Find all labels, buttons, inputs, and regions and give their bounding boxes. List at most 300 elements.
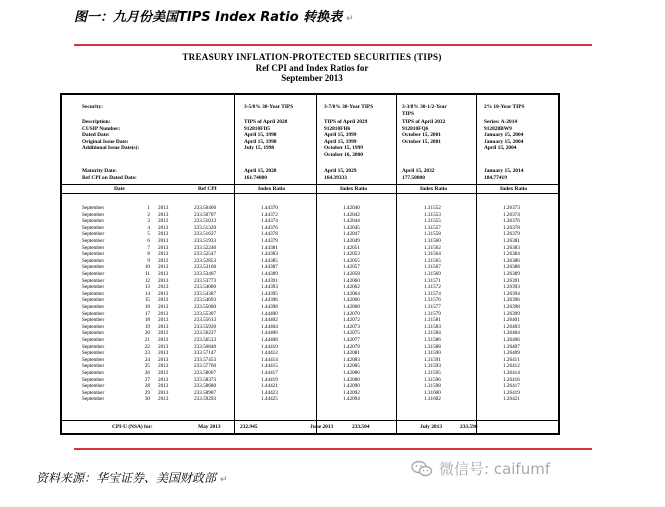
row-index-ratio: 1.31584 — [424, 330, 441, 337]
row-year: 2013 — [158, 370, 169, 376]
figure-title: 图一：九月份美国TIPS Index Ratio 转换表 ↵ — [74, 10, 354, 25]
row-month: September — [82, 337, 105, 343]
row-index-ratio: 1.42075 — [343, 330, 360, 337]
row-index-ratio: 1.26394 — [503, 290, 520, 297]
row-index-ratio: 1.31552 — [424, 205, 441, 211]
row-index-ratio: 1.44379 — [261, 238, 278, 244]
row-index-ratio: 1.42086 — [343, 370, 360, 376]
row-index-ratio: 1.26419 — [503, 389, 520, 396]
row-index-ratio: 1.31579 — [424, 310, 441, 317]
row-index-ratio: 1.44400 — [261, 310, 278, 317]
row-index-ratio: 1.42055 — [343, 257, 360, 264]
meta-label-ref-cpi-dated: Ref CPI on Dated Date: — [82, 174, 137, 181]
row-index-ratio: 1.42081 — [343, 350, 360, 357]
row-index-ratio: 1.26411 — [503, 356, 520, 363]
row-month: September — [82, 251, 105, 258]
row-day: 14 — [144, 290, 150, 297]
header-divider — [60, 184, 560, 185]
row-index-ratio: 1.26393 — [503, 284, 520, 291]
row-index-ratio: 1.44385 — [261, 257, 278, 264]
meta-label-description: Description: — [82, 119, 111, 125]
row-year: 2013 — [158, 205, 169, 211]
row-index-ratio: 1.44387 — [261, 264, 278, 271]
security-detail: TIPS of April 2032 — [402, 119, 446, 125]
column-header-index-ratio: Index Ratio — [258, 186, 286, 192]
row-index-ratio: 1.26401 — [503, 317, 520, 324]
security-detail: TIPS of April 2029 — [324, 119, 368, 125]
row-year: 2013 — [158, 224, 169, 231]
row-month: September — [82, 304, 105, 310]
security-detail: TIPS of April 2028 — [244, 119, 288, 125]
row-day: 28 — [144, 383, 150, 390]
row-year: 2013 — [158, 218, 169, 225]
row-index-ratio: 1.31583 — [424, 323, 441, 330]
row-index-ratio: 1.31596 — [424, 376, 441, 383]
row-index-ratio: 1.31562 — [424, 244, 441, 251]
row-ref-cpi: 233.55000 — [194, 304, 217, 310]
meta-label-dated-date: Dated Date: — [82, 132, 110, 139]
security-ref-cpi-dated: 161.74000 — [244, 174, 267, 181]
row-ref-cpi: 233.52547 — [194, 251, 217, 258]
row-index-ratio: 1.31581 — [424, 317, 441, 324]
row-index-ratio: 1.42070 — [343, 310, 360, 317]
footer-cpi-value: 233.504 — [352, 424, 370, 430]
row-day: 8 — [147, 251, 150, 258]
row-ref-cpi: 233.58067 — [194, 370, 217, 376]
row-year: 2013 — [158, 350, 169, 357]
row-index-ratio: 1.31557 — [424, 224, 441, 231]
bottom-red-rule — [74, 448, 592, 450]
row-index-ratio: 1.31555 — [424, 218, 441, 225]
row-index-ratio: 1.44396 — [261, 297, 278, 304]
row-ref-cpi: 233.50400 — [194, 205, 217, 211]
row-month: September — [82, 218, 105, 225]
security-detail: October 16, 2000 — [324, 152, 363, 158]
row-index-ratio: 1.44376 — [261, 224, 278, 231]
row-day: 27 — [144, 376, 150, 383]
row-day: 22 — [144, 343, 150, 350]
row-day: 20 — [144, 330, 150, 337]
row-index-ratio: 1.31595 — [424, 370, 441, 376]
security-name: 2% 10-Year TIPS — [484, 104, 525, 110]
row-index-ratio: 1.31588 — [424, 343, 441, 350]
row-month: September — [82, 356, 105, 363]
row-index-ratio: 1.31577 — [424, 304, 441, 310]
row-year: 2013 — [158, 211, 169, 218]
row-ref-cpi: 233.58987 — [194, 389, 217, 396]
security-detail: April 15, 1999 — [324, 132, 357, 139]
row-index-ratio: 1.42047 — [343, 231, 360, 238]
security-maturity: April 15, 2032 — [402, 168, 435, 174]
row-year: 2013 — [158, 323, 169, 330]
row-index-ratio: 1.42077 — [343, 337, 360, 343]
row-index-ratio: 1.26409 — [503, 350, 520, 357]
row-index-ratio: 1.26416 — [503, 376, 520, 383]
row-year: 2013 — [158, 251, 169, 258]
row-index-ratio: 1.42060 — [343, 277, 360, 284]
row-year: 2013 — [158, 238, 169, 244]
row-day: 29 — [144, 389, 150, 396]
row-index-ratio: 1.26379 — [503, 231, 520, 238]
row-index-ratio: 1.44410 — [261, 343, 278, 350]
row-ref-cpi: 233.55920 — [194, 323, 217, 330]
row-index-ratio: 1.31560 — [424, 238, 441, 244]
row-day: 1 — [147, 205, 150, 211]
row-index-ratio: 1.26398 — [503, 304, 520, 310]
wechat-watermark — [411, 458, 550, 479]
row-index-ratio: 1.44393 — [261, 284, 278, 291]
row-day: 11 — [145, 271, 150, 277]
row-index-ratio: 1.42042 — [343, 211, 360, 218]
row-index-ratio: 1.26383 — [503, 244, 520, 251]
row-index-ratio: 1.26376 — [503, 218, 520, 225]
row-ref-cpi: 233.57147 — [194, 350, 217, 357]
security-maturity: April 15, 2028 — [244, 168, 277, 174]
row-month: September — [82, 271, 105, 277]
row-month: September — [82, 389, 105, 396]
column-divider — [396, 93, 397, 434]
security-detail: October 15, 1999 — [324, 145, 363, 152]
security-detail: 912810FQ6 — [402, 125, 429, 132]
row-index-ratio: 1.42083 — [343, 356, 360, 363]
row-ref-cpi: 233.54387 — [194, 290, 217, 297]
row-index-ratio: 1.44374 — [261, 218, 278, 225]
row-month: September — [82, 284, 105, 291]
row-index-ratio: 1.44412 — [261, 350, 278, 357]
row-ref-cpi: 233.56227 — [194, 330, 217, 337]
row-index-ratio: 1.42058 — [343, 271, 360, 277]
row-ref-cpi: 233.56840 — [194, 343, 217, 350]
row-index-ratio: 1.31565 — [424, 257, 441, 264]
footer-cpi-value: 232.945 — [240, 424, 258, 430]
row-year: 2013 — [158, 284, 169, 291]
row-index-ratio: 1.42057 — [343, 264, 360, 271]
row-index-ratio: 1.42092 — [343, 389, 360, 396]
row-year: 2013 — [158, 297, 169, 304]
column-header-index-ratio: Index Ratio — [340, 186, 368, 192]
row-day: 6 — [147, 238, 150, 244]
security-detail: April 15, 2004 — [484, 145, 517, 152]
security-detail: January 15, 2004 — [484, 138, 524, 145]
row-month: September — [82, 205, 105, 211]
row-ref-cpi: 233.52853 — [194, 257, 217, 264]
header-divider — [60, 193, 560, 194]
row-day: 10 — [144, 264, 150, 271]
row-index-ratio: 1.26403 — [503, 323, 520, 330]
row-index-ratio: 1.44421 — [261, 383, 278, 390]
footer-month: May 2013 — [198, 424, 221, 430]
footer-cpi-value: 233.596 — [460, 424, 478, 430]
row-index-ratio: 1.42068 — [343, 304, 360, 310]
row-index-ratio: 1.42072 — [343, 317, 360, 324]
row-index-ratio: 1.42049 — [343, 238, 360, 244]
row-ref-cpi: 233.54693 — [194, 297, 217, 304]
row-year: 2013 — [158, 317, 169, 324]
row-day: 5 — [147, 231, 150, 238]
security-name: 3-7/8% 30-Year TIPS — [324, 104, 374, 110]
row-day: 7 — [147, 244, 150, 251]
column-divider — [234, 93, 235, 434]
row-index-ratio: 1.31574 — [424, 290, 441, 297]
row-index-ratio: 1.42051 — [343, 244, 360, 251]
row-month: September — [82, 343, 105, 350]
row-index-ratio: 1.26374 — [503, 211, 520, 218]
row-year: 2013 — [158, 290, 169, 297]
column-header-ref-cpi: Ref CPI — [198, 186, 217, 192]
row-year: 2013 — [158, 271, 169, 277]
row-month: September — [82, 323, 105, 330]
row-year: 2013 — [158, 337, 169, 343]
row-year: 2013 — [158, 231, 169, 238]
row-index-ratio: 1.42085 — [343, 363, 360, 370]
row-index-ratio: 1.31593 — [424, 363, 441, 370]
row-day: 16 — [144, 304, 150, 310]
row-index-ratio: 1.26421 — [503, 396, 520, 403]
row-month: September — [82, 317, 105, 324]
row-index-ratio: 1.44395 — [261, 290, 278, 297]
security-detail: July 15, 1998 — [244, 145, 275, 152]
row-month: September — [82, 363, 105, 370]
row-month: September — [82, 264, 105, 271]
row-index-ratio: 1.31569 — [424, 271, 441, 277]
row-day: 26 — [144, 370, 150, 376]
row-index-ratio: 1.44423 — [261, 389, 278, 396]
doc-title-line1: TREASURY INFLATION-PROTECTED SECURITIES (TIPS) — [182, 52, 442, 62]
row-month: September — [82, 396, 105, 403]
row-ref-cpi: 233.54080 — [194, 284, 217, 291]
row-year: 2013 — [158, 376, 169, 383]
row-day: 24 — [144, 356, 150, 363]
row-ref-cpi: 233.53160 — [194, 264, 217, 271]
row-ref-cpi: 233.57760 — [194, 363, 217, 370]
security-detail: 912828BW9 — [484, 125, 512, 132]
row-index-ratio: 1.26373 — [503, 205, 520, 211]
row-index-ratio: 1.31600 — [424, 389, 441, 396]
row-day: 21 — [144, 337, 150, 343]
row-index-ratio: 1.44406 — [261, 330, 278, 337]
column-divider — [476, 93, 477, 434]
row-index-ratio: 1.44372 — [261, 211, 278, 218]
row-ref-cpi: 233.58680 — [194, 383, 217, 390]
row-ref-cpi: 233.59293 — [194, 396, 217, 403]
paragraph-mark: ↵ — [346, 14, 354, 24]
watermark-text: 微信号: caifumf — [439, 460, 551, 478]
row-day: 13 — [144, 284, 150, 291]
row-index-ratio: 1.31564 — [424, 251, 441, 258]
security-name: 3-3/8% 30-1/2-Year — [402, 104, 447, 110]
row-index-ratio: 1.42073 — [343, 323, 360, 330]
row-year: 2013 — [158, 383, 169, 390]
row-month: September — [82, 277, 105, 284]
row-month: September — [82, 290, 105, 297]
row-index-ratio: 1.26389 — [503, 271, 520, 277]
row-index-ratio: 1.44383 — [261, 251, 278, 258]
row-index-ratio: 1.44404 — [261, 323, 278, 330]
row-index-ratio: 1.42053 — [343, 251, 360, 258]
row-index-ratio: 1.26407 — [503, 343, 520, 350]
security-detail: 912810FH6 — [324, 125, 351, 132]
row-index-ratio: 1.26378 — [503, 224, 520, 231]
row-year: 2013 — [158, 264, 169, 271]
row-index-ratio: 1.44417 — [261, 370, 278, 376]
security-detail: 912810FD5 — [244, 125, 271, 132]
row-index-ratio: 1.44419 — [261, 376, 278, 383]
security-ref-cpi-dated: 177.50000 — [402, 174, 425, 181]
column-divider — [316, 93, 317, 434]
row-day: 19 — [144, 323, 150, 330]
row-index-ratio: 1.42045 — [343, 224, 360, 231]
row-month: September — [82, 244, 105, 251]
row-index-ratio: 1.44389 — [261, 271, 278, 277]
security-detail: April 15, 1998 — [244, 132, 277, 139]
security-detail: October 15, 2001 — [402, 132, 441, 139]
row-index-ratio: 1.26404 — [503, 330, 520, 337]
row-month: September — [82, 224, 105, 231]
security-maturity: April 15, 2029 — [324, 168, 357, 174]
row-year: 2013 — [158, 277, 169, 284]
meta-label-security: Security: — [82, 104, 103, 110]
security-detail: October 15, 2001 — [402, 138, 441, 145]
security-name: 3-5/8% 30-Year TIPS — [244, 104, 294, 110]
footer-month: June 2013 — [310, 424, 334, 430]
row-month: September — [82, 383, 105, 390]
row-day: 30 — [144, 396, 150, 403]
row-index-ratio: 1.42062 — [343, 284, 360, 291]
row-index-ratio: 1.44370 — [261, 205, 278, 211]
row-ref-cpi: 233.52240 — [194, 244, 217, 251]
row-year: 2013 — [158, 310, 169, 317]
meta-label-original-issue: Original Issue Date: — [82, 138, 129, 145]
row-day: 2 — [147, 211, 150, 218]
row-ref-cpi: 233.53773 — [194, 277, 217, 284]
row-index-ratio: 1.31591 — [424, 356, 441, 363]
row-index-ratio: 1.42064 — [343, 290, 360, 297]
row-index-ratio: 1.44415 — [261, 363, 278, 370]
row-year: 2013 — [158, 304, 169, 310]
security-maturity: January 15, 2014 — [484, 168, 524, 174]
row-index-ratio: 1.26406 — [503, 337, 520, 343]
row-index-ratio: 1.26412 — [503, 363, 520, 370]
column-header-date: Date — [114, 186, 125, 192]
row-ref-cpi: 233.50707 — [194, 211, 217, 218]
row-index-ratio: 1.44398 — [261, 304, 278, 310]
row-index-ratio: 1.42088 — [343, 376, 360, 383]
row-index-ratio: 1.26384 — [503, 251, 520, 258]
row-month: September — [82, 310, 105, 317]
row-year: 2013 — [158, 257, 169, 264]
footer-month: July 2013 — [420, 424, 443, 430]
row-index-ratio: 1.42066 — [343, 297, 360, 304]
row-year: 2013 — [158, 330, 169, 337]
row-index-ratio: 1.26386 — [503, 257, 520, 264]
row-month: September — [82, 211, 105, 218]
row-index-ratio: 1.42040 — [343, 205, 360, 211]
row-index-ratio: 1.44381 — [261, 244, 278, 251]
doc-title-line2: Ref CPI and Index Ratios for — [255, 63, 369, 73]
row-index-ratio: 1.44391 — [261, 277, 278, 284]
row-year: 2013 — [158, 389, 169, 396]
row-ref-cpi: 233.51627 — [194, 231, 217, 238]
row-index-ratio: 1.42044 — [343, 218, 360, 225]
meta-label-cusip: CUSIP Number: — [82, 125, 121, 132]
row-index-ratio: 1.44414 — [261, 356, 278, 363]
row-month: September — [82, 376, 105, 383]
doc-title-line3: September 2013 — [281, 73, 343, 83]
row-month: September — [82, 238, 105, 244]
row-ref-cpi: 233.53467 — [194, 271, 217, 277]
row-index-ratio: 1.26388 — [503, 264, 520, 271]
row-month: September — [82, 350, 105, 357]
row-index-ratio: 1.44408 — [261, 337, 278, 343]
security-ref-cpi-dated: 184.77419 — [484, 174, 507, 181]
row-day: 15 — [144, 297, 150, 304]
row-index-ratio: 1.42094 — [343, 396, 360, 403]
row-index-ratio: 1.44402 — [261, 317, 278, 324]
row-index-ratio: 1.26396 — [503, 297, 520, 304]
paragraph-mark: ↵ — [220, 475, 228, 485]
row-ref-cpi: 233.51320 — [194, 224, 217, 231]
row-day: 4 — [147, 224, 150, 231]
row-month: September — [82, 231, 105, 238]
security-ref-cpi-dated: 164.39333 — [324, 174, 347, 181]
row-month: September — [82, 330, 105, 337]
row-index-ratio: 1.31553 — [424, 211, 441, 218]
row-ref-cpi: 233.51933 — [194, 238, 217, 244]
row-day: 3 — [147, 218, 150, 225]
row-ref-cpi: 233.55307 — [194, 310, 217, 317]
row-index-ratio: 1.31576 — [424, 297, 441, 304]
row-month: September — [82, 297, 105, 304]
row-index-ratio: 1.26417 — [503, 383, 520, 390]
row-index-ratio: 1.26381 — [503, 238, 520, 244]
security-detail: Series: A-2014 — [484, 119, 518, 125]
row-day: 23 — [144, 350, 150, 357]
row-year: 2013 — [158, 396, 169, 403]
column-header-index-ratio: Index Ratio — [500, 186, 528, 192]
top-red-rule — [74, 44, 592, 46]
wechat-icon — [411, 460, 433, 478]
row-day: 9 — [147, 257, 150, 264]
row-index-ratio: 1.26391 — [503, 277, 520, 284]
row-day: 25 — [144, 363, 150, 370]
row-year: 2013 — [158, 244, 169, 251]
security-detail: April 15, 1998 — [244, 138, 277, 145]
security-detail: January 15, 2004 — [484, 132, 524, 139]
row-index-ratio: 1.31572 — [424, 284, 441, 291]
row-month: September — [82, 257, 105, 264]
row-index-ratio: 1.31558 — [424, 231, 441, 238]
row-index-ratio: 1.31590 — [424, 350, 441, 357]
meta-label-additional-issue: Additional Issue Date(s): — [82, 145, 140, 152]
row-ref-cpi: 233.58373 — [194, 376, 217, 383]
row-year: 2013 — [158, 363, 169, 370]
row-index-ratio: 1.44425 — [261, 396, 278, 403]
row-index-ratio: 1.26399 — [503, 310, 520, 317]
row-month: September — [82, 370, 105, 376]
row-index-ratio: 1.44378 — [261, 231, 278, 238]
meta-label-maturity: Maturity Date: — [82, 168, 117, 174]
row-index-ratio: 1.31586 — [424, 337, 441, 343]
footer-divider — [60, 420, 560, 421]
security-detail: April 15, 1999 — [324, 138, 357, 145]
footer-label: CPI-U (NSA) for: — [112, 424, 153, 430]
row-index-ratio: 1.42090 — [343, 383, 360, 390]
row-ref-cpi: 233.51013 — [194, 218, 217, 225]
row-index-ratio: 1.31567 — [424, 264, 441, 271]
row-ref-cpi: 233.55613 — [194, 317, 217, 324]
row-index-ratio: 1.42079 — [343, 343, 360, 350]
row-day: 18 — [144, 317, 150, 324]
